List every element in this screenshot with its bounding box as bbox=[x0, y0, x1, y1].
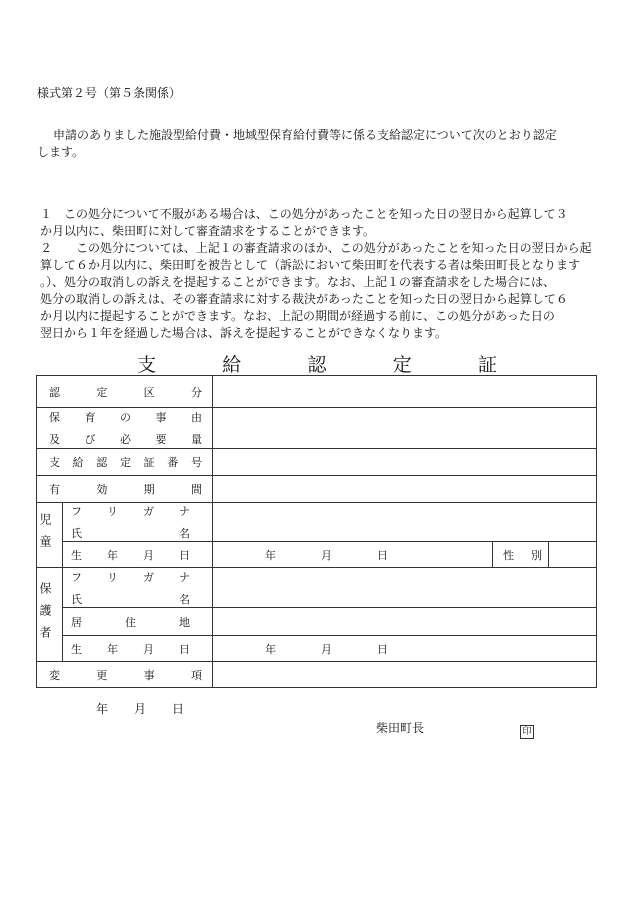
notice-line: 処分の取消しの訴えは、その審査請求に対する裁決があったことを知った日の翌日から起算して６ bbox=[40, 292, 568, 306]
notice-line: １ この処分について不服がある場合は、この処分があったことを知った日の翌日から起算して３ bbox=[40, 207, 568, 221]
intro-line-1: 申請のありました施設型給付費・地域型保育給付費等に係る支給認定について次のとおり認定 bbox=[53, 128, 557, 142]
certificate-title bbox=[137, 350, 497, 376]
label-gender: 性 別 bbox=[493, 542, 549, 568]
label-child-name: フ リ ガ ナ 氏 名 bbox=[63, 503, 213, 542]
title-char: 支 bbox=[137, 354, 157, 376]
value-gender bbox=[549, 542, 597, 568]
title-char: 定 bbox=[392, 354, 412, 376]
issuer-name: 柴田町長 bbox=[376, 721, 425, 735]
seal-icon: 印 bbox=[520, 725, 534, 739]
issue-date: 年 月 日 bbox=[96, 702, 185, 716]
title-char: 給 bbox=[222, 354, 242, 376]
label-validity-period: 有 効 期 間 bbox=[37, 476, 213, 503]
value-certification-category bbox=[213, 376, 597, 408]
label-care-reason: 保 育 の 事 由 及 び 必 要 量 bbox=[37, 408, 213, 449]
notice-text bbox=[40, 206, 592, 342]
value-guardian-birthdate: 年 月 日 bbox=[213, 636, 597, 662]
value-certificate-number bbox=[213, 449, 597, 476]
notice-line: ２ この処分については、上記１の審査請求のほか、この処分があったことを知った日の翌日から起 bbox=[40, 241, 592, 255]
label-guardian-birthdate: 生 年 月 日 bbox=[63, 636, 213, 662]
certificate-table bbox=[36, 375, 597, 688]
value-care-reason bbox=[213, 408, 597, 449]
title-char: 証 bbox=[477, 354, 497, 376]
label-certificate-number: 支 給 認 定 証 番 号 bbox=[37, 449, 213, 476]
notice-line: か月以内に、柴田町に対して審査請求をすることができます。 bbox=[40, 224, 376, 238]
value-guardian-name bbox=[213, 568, 597, 608]
label-guardian-group: 保護者 bbox=[37, 568, 63, 662]
label-changes: 変 更 事 項 bbox=[37, 662, 213, 688]
form-number: 様式第２号（第５条関係） bbox=[37, 86, 182, 100]
title-char: 認 bbox=[307, 354, 327, 376]
label-guardian-address: 居 住 地 bbox=[63, 608, 213, 636]
intro-line-2: します。 bbox=[37, 145, 85, 159]
value-guardian-address bbox=[213, 608, 597, 636]
value-child-birthdate: 年 月 日 bbox=[213, 542, 493, 568]
label-certification-category: 認 定 区 分 bbox=[37, 376, 213, 408]
label-child-group: 児童 bbox=[37, 503, 63, 568]
label-guardian-name: フ リ ガ ナ 氏 名 bbox=[63, 568, 213, 608]
value-child-name bbox=[213, 503, 597, 542]
value-validity-period bbox=[213, 476, 597, 503]
seal-mark bbox=[520, 719, 534, 739]
notice-line: 翌日から１年を経過した場合は、訴えを提起することができなくなります。 bbox=[40, 326, 448, 340]
notice-line: 。）、処分の取消しの訴えを提起することができます。なお、上記１の審査請求をした場合には、 bbox=[40, 275, 556, 289]
notice-line: 算して６か月以内に、柴田町を被告として（訴訟において柴田町を代表する者は柴田町長となります bbox=[40, 258, 581, 272]
intro-text bbox=[37, 127, 557, 161]
notice-line: か月以内に提起することができます。なお、上記の期間が経過する前に、この処分があった日の bbox=[40, 309, 555, 323]
label-child-birthdate: 生 年 月 日 bbox=[63, 542, 213, 568]
value-changes bbox=[213, 662, 597, 688]
